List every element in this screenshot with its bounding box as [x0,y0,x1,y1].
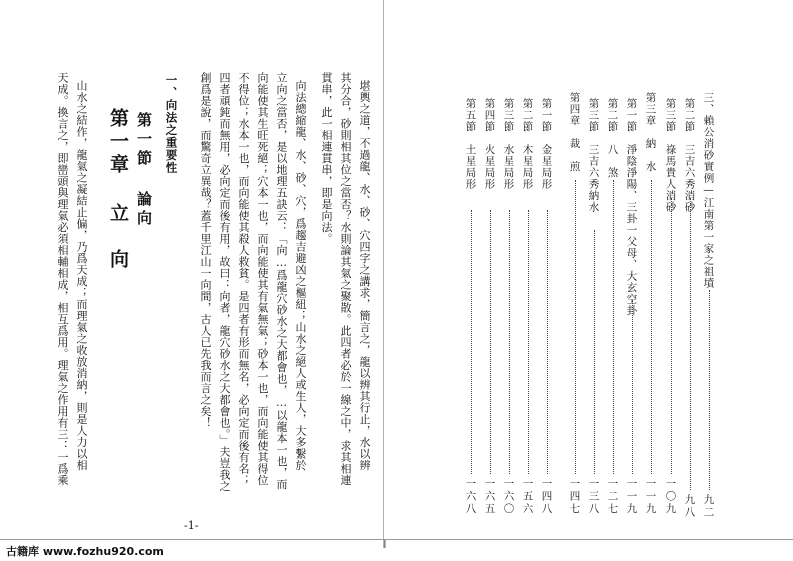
toc-entry-title: 第三節 水星局形 [502,98,515,190]
toc-entry-page: 一三八 [587,478,600,516]
heading-1: 一、向法之重要性 [164,74,179,174]
paragraph-line: 天成。換言之，即巒頭與理氣必須相輔相成，相互爲用。理氣之作用有三：一爲乘 [56,72,69,486]
watermark-footer: 古籍库 www.fozhu920.com [6,545,164,558]
paragraph-line: 堪輿之道，不過龍、水、砂、穴四字之講求，簡言之，龍以辨其行止，水以辨 [358,80,371,471]
right-page [384,0,793,540]
toc-entry-page: 一六五 [483,478,496,516]
toc-leader-dots [613,180,615,474]
toc-entry-title: 第三章 納 水 [644,92,657,173]
toc-entry-page: 一一九 [625,478,638,516]
toc-entry-title: 第四章 裁 煎 [568,92,581,173]
toc-entry-page: 一一九 [644,478,657,516]
toc-entry-page: 一五六 [521,478,534,516]
section-title: 第一節 論向 [135,112,153,229]
left-page [0,0,384,540]
toc-entry-page: 九八 [683,494,696,519]
toc-entry-page: 九二 [702,494,715,519]
toc-entry-page: 一六〇 [502,478,515,516]
toc-leader-dots [509,210,511,474]
toc-leader-dots [690,198,692,490]
toc-entry-title: 第四節 火星局形 [483,98,496,190]
toc-leader-dots [671,198,673,474]
toc-leader-dots [709,290,711,490]
paragraph-line: 創爲是說，而驚奇立異哉？蓋千里江山一向間，古人已先我而言之矣！ [199,72,212,429]
page-number: -1- [184,519,199,532]
paragraph-line: 向法總縮龍、水、砂、穴，爲趨吉避凶之樞紐；山水之絕人或生人，大多繫於 [294,80,307,471]
toc-entry-title: 第三節 三吉六秀納水 [587,98,600,213]
paragraph-line: 向能使其生旺死絕；穴本一也，而向能使其有氣無氣；砂本一也，而向能使其得位 [256,72,269,486]
toc-entry-page: 一六八 [464,478,477,516]
toc-leader-dots [632,300,634,474]
toc-entry-title: 第二節 八 煞 [606,98,619,179]
toc-leader-dots [651,180,653,474]
toc-leader-dots [471,210,473,474]
paragraph-line: 四者頑鈍而無用，必向定而後有用，故曰：向者，龍穴砂水之大都會也。」夫豈我之 [218,72,231,492]
toc-entry-title: 三、賴公消砂實例—江南第一家之祖墳 [702,92,715,289]
toc-leader-dots [547,210,549,474]
toc-leader-dots [575,180,577,474]
toc-entry-title: 第二節 三吉六秀消砂 [683,98,696,213]
toc-leader-dots [594,230,596,474]
toc-entry-page: 一四八 [540,478,553,516]
paragraph-line: 其分合，砂則相其位之當否？水則論其氣之聚散。此四者必於一線之中，求其相連 [339,72,352,486]
toc-entry-page: 一二七 [606,478,619,516]
paragraph-line: 立向之當否，是以地理五訣云：「向…爲龍穴砂水之大都會也，…以龍本一也，而 [275,72,288,490]
paragraph-line: 貫串，此一相連貫串，即是向法。 [320,72,333,245]
toc-entry-title: 第一節 淨陰淨陽、三卦一父母、大玄空卦 [625,98,638,317]
bottom-divider [0,539,793,540]
chapter-title: 第一章 立 向 [107,108,129,272]
paragraph-line: 不得位；水本一也，而向能使其殺人救貧。是四者有形而無名，必向定而後有名； [237,72,250,486]
toc-entry-page: 一〇九 [664,478,677,516]
toc-entry-title: 第一節 金星局形 [540,98,553,190]
toc-entry-title: 第五節 土星局形 [464,98,477,190]
toc-entry-title: 第二節 木星局形 [521,98,534,190]
toc-leader-dots [528,210,530,474]
paragraph-line: 山水之結作，龍氣之凝結止偏，乃爲天成；而理氣之收放消納，則是人力以相 [75,80,88,471]
toc-entry-title: 第三節 祿馬貴人消砂 [664,98,677,213]
toc-leader-dots [490,210,492,474]
toc-entry-page: 一四七 [568,478,581,516]
